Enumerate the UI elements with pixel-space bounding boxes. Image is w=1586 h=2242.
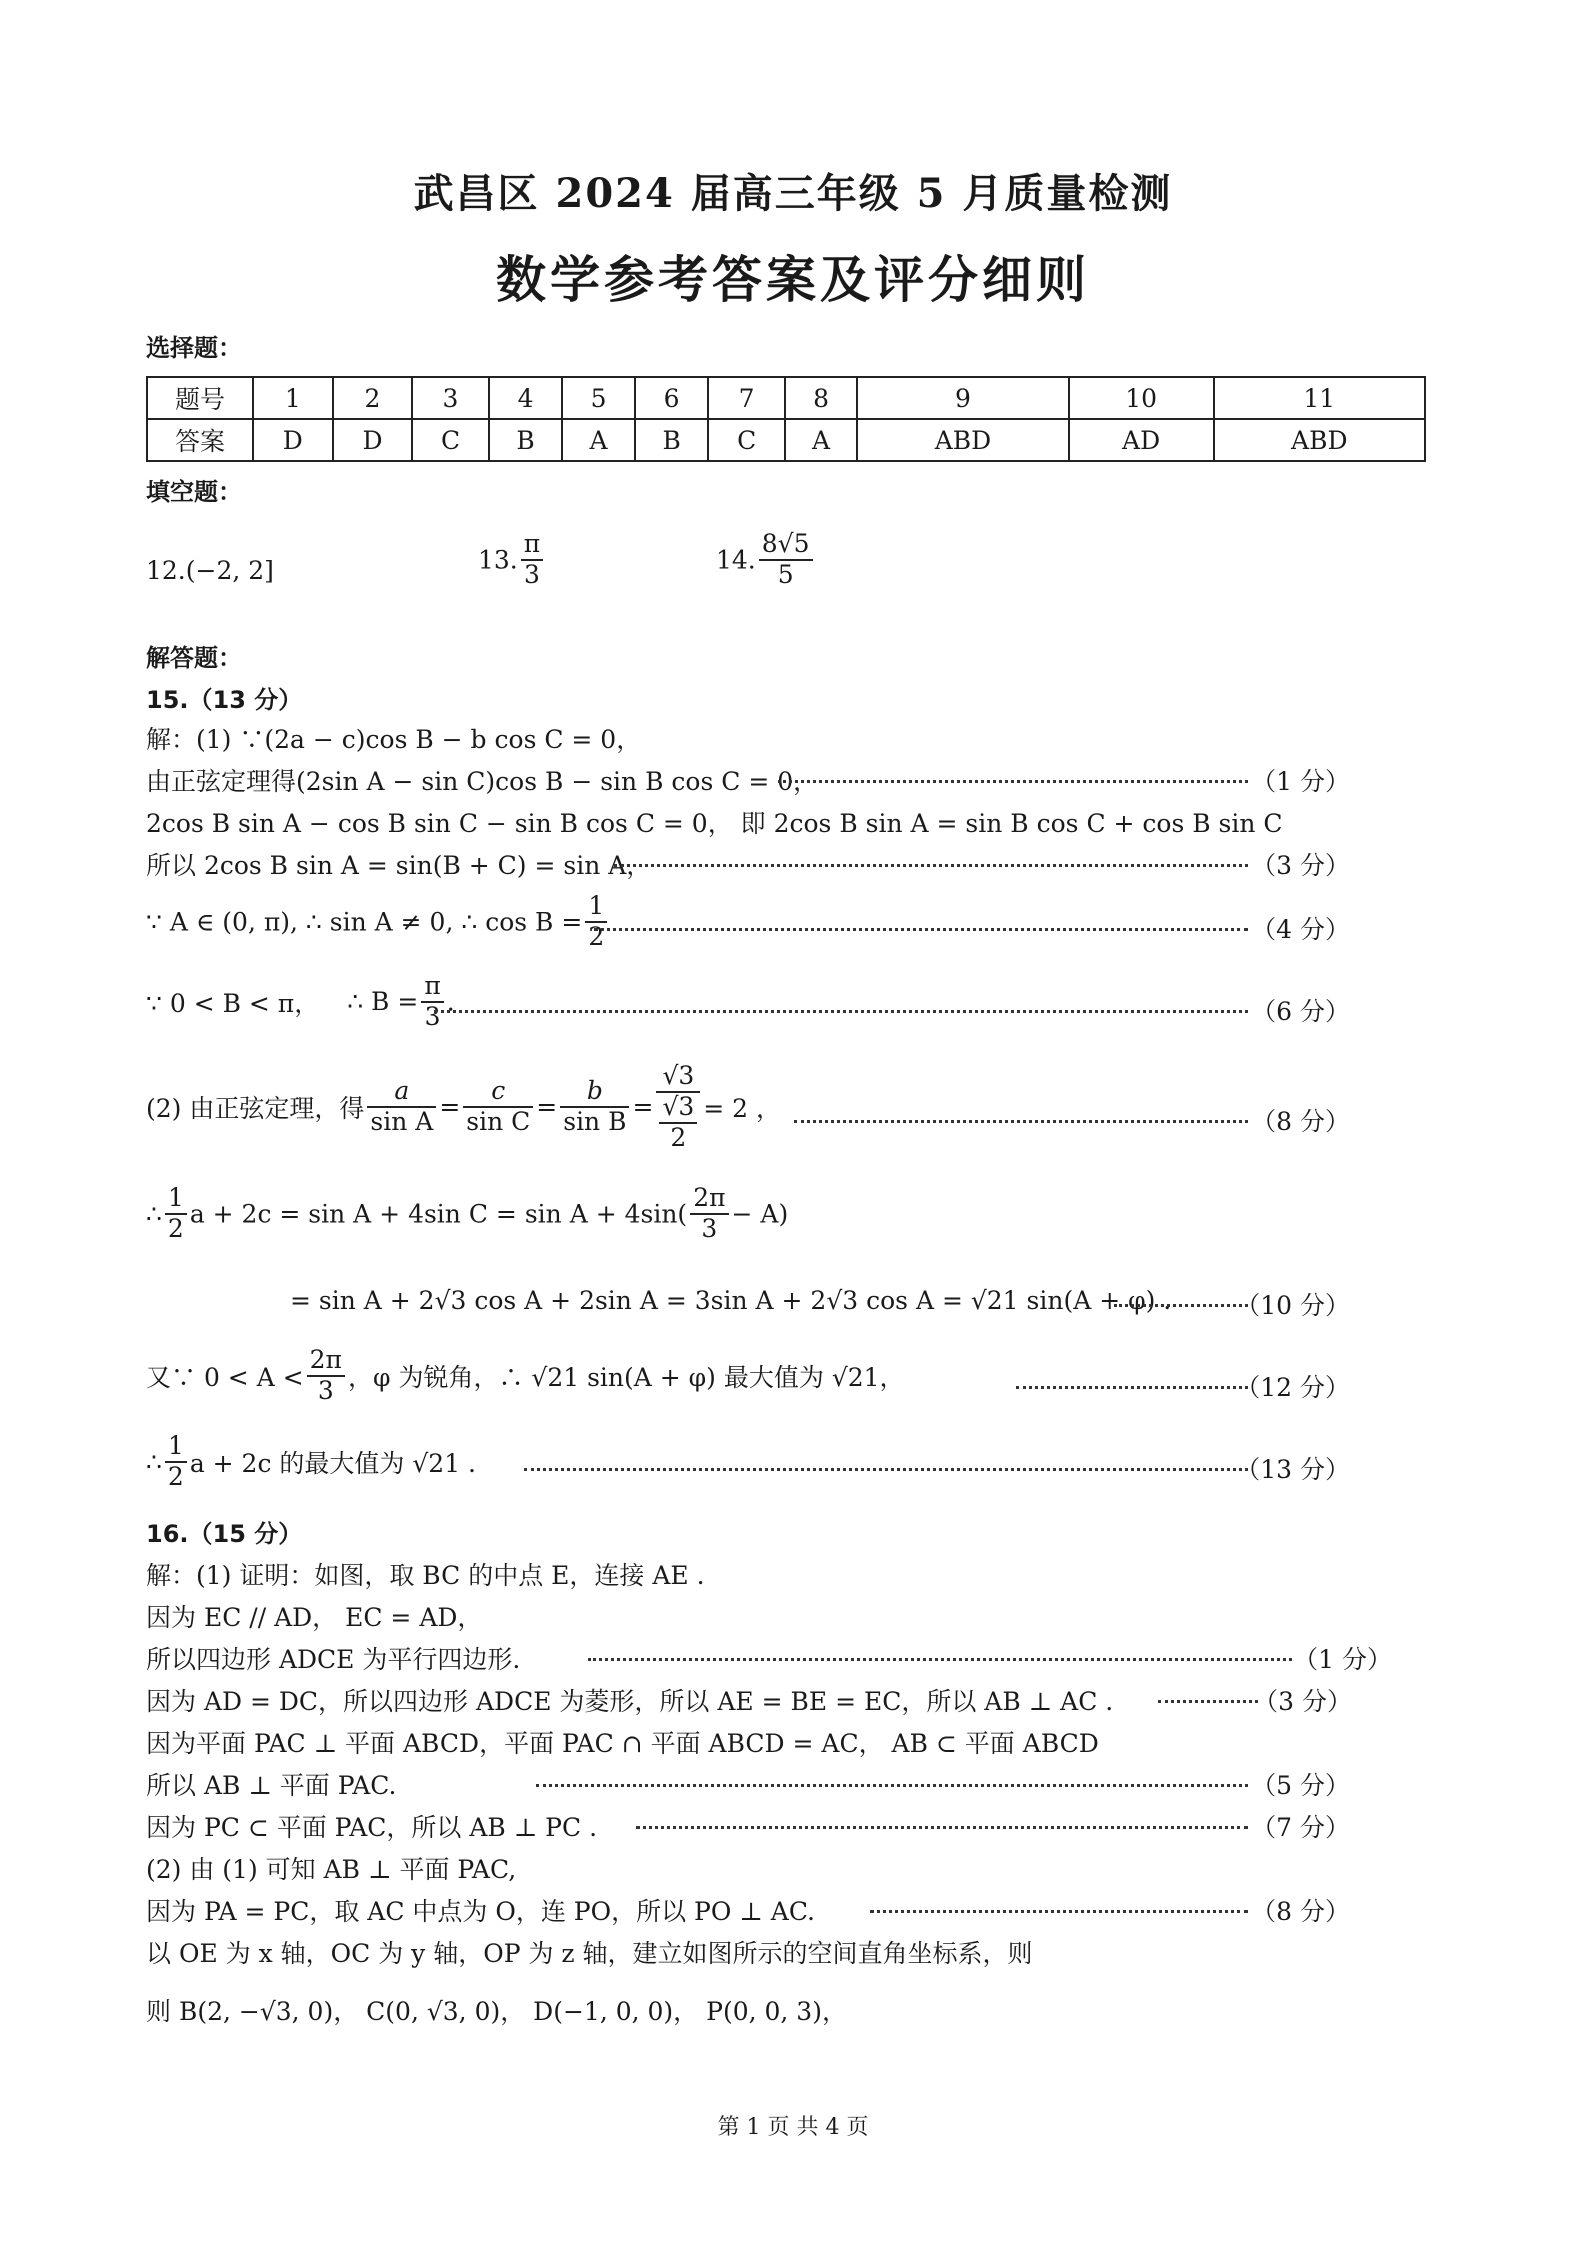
frac-numerator: 1 bbox=[585, 892, 607, 923]
q15-eq2: = 2 ， bbox=[703, 1094, 782, 1124]
score-mark: （4 分） bbox=[1251, 915, 1350, 944]
q15-line: = sin A + 2√3 cos A + 2sin A = 3sin A + 2√3 cos A = √21 sin(A + φ) . bbox=[290, 1286, 1172, 1315]
frac-numerator: π bbox=[421, 972, 443, 1003]
q15-expr-text: a + 2c = sin A + 4sin C = sin A + 4sin( bbox=[189, 1199, 688, 1229]
frac-numerator: 2π bbox=[307, 1346, 345, 1377]
dotted-leader bbox=[536, 1784, 1248, 1787]
table-cell: 9 bbox=[857, 377, 1068, 419]
q16-line: 所以 AB ⊥ 平面 PAC. bbox=[146, 1771, 397, 1800]
q15-line: 所以 2cos B sin A = sin(B + C) = sin A， bbox=[146, 851, 652, 880]
frac-denominator: sin B bbox=[563, 1107, 627, 1137]
q15-max-text-a: 又∵ 0 < A < bbox=[146, 1362, 304, 1392]
frac-denominator bbox=[656, 1093, 700, 1153]
table-cell: 10 bbox=[1069, 377, 1214, 419]
score-mark: （5 分） bbox=[1251, 1771, 1350, 1800]
frac-numerator: b bbox=[560, 1077, 629, 1108]
table-cell: C bbox=[708, 419, 784, 461]
table-row bbox=[147, 377, 1425, 419]
q16-line: 因为 AD = DC，所以四边形 ADCE 为菱形，所以 AE = BE = EC，所以 AB ⊥ AC . bbox=[146, 1687, 1114, 1716]
q13-numerator: π bbox=[521, 530, 543, 561]
table-cell: 1 bbox=[253, 377, 333, 419]
frac-numerator: a bbox=[367, 1077, 436, 1108]
q15-B-range: ∵ 0 < B < π， bbox=[146, 988, 320, 1018]
answer-table bbox=[146, 376, 1426, 462]
q15-B-label: ∴ B = bbox=[347, 987, 419, 1017]
q14-numerator: 8√5 bbox=[759, 530, 813, 561]
q13-denominator: 3 bbox=[524, 559, 540, 589]
dotted-leader bbox=[1114, 1304, 1248, 1307]
frac-denominator: 2 bbox=[670, 1122, 687, 1152]
score-mark: （13 分） bbox=[1235, 1455, 1350, 1484]
score-mark: （3 分） bbox=[1251, 851, 1350, 880]
q15-line-B: ∵ 0 < B < π， ∴ B = $\frac{\pi}{3}$ . bbox=[146, 971, 455, 1031]
q16-line: 因为 PA = PC，取 AC 中点为 O，连 PO，所以 PO ⊥ AC. bbox=[146, 1897, 816, 1926]
q15-line-sine-rule: (2) 由正弦定理，得 $\frac{a}{\text{sin A}}$ = $\frac{c}{\text{sin C}}$ = $\frac{b}{\text{sin B}}$ = $\frac{√3}{\frac{√3}{2}}$ = 2 ， bbox=[146, 1061, 782, 1152]
table-cell: A bbox=[785, 419, 857, 461]
dotted-leader bbox=[794, 1120, 1248, 1123]
frac-denominator: 3 bbox=[317, 1375, 334, 1405]
dotted-leader bbox=[594, 928, 1248, 931]
dotted-leader bbox=[870, 1910, 1248, 1913]
table-cell: 6 bbox=[635, 377, 709, 419]
table-cell: D bbox=[253, 419, 333, 461]
page-subtitle: 数学参考答案及评分细则 bbox=[496, 250, 1090, 309]
q15-line-max bbox=[146, 1346, 905, 1406]
q16-line: 以 OE 为 x 轴，OC 为 y 轴，OP 为 z 轴，建立如图所示的空间直角坐标系，则 bbox=[146, 1939, 1033, 1968]
table-cell: 3 bbox=[412, 377, 488, 419]
table-cell: C bbox=[412, 419, 488, 461]
section-label-solve: 解答题： bbox=[146, 644, 242, 672]
q14-denominator: 5 bbox=[777, 559, 794, 589]
table-head-number: 题号 bbox=[147, 377, 253, 419]
table-cell: ABD bbox=[1214, 419, 1425, 461]
table-cell: AD bbox=[1069, 419, 1214, 461]
q16-line: 因为平面 PAC ⊥ 平面 ABCD，平面 PAC ∩ 平面 ABCD = AC， AB ⊂ 平面 ABCD bbox=[146, 1729, 1099, 1758]
score-mark: （12 分） bbox=[1235, 1373, 1350, 1402]
frac-numerator: √3 bbox=[656, 1062, 700, 1093]
q16-line: 解：(1) 证明：如图，取 BC 的中点 E，连接 AE . bbox=[146, 1561, 705, 1590]
dotted-leader bbox=[1016, 1386, 1248, 1389]
table-cell: 5 bbox=[562, 377, 634, 419]
score-mark: （7 分） bbox=[1251, 1813, 1350, 1842]
section-label-mc: 选择题： bbox=[146, 334, 242, 362]
q16-line: 因为 PC ⊂ 平面 PAC，所以 AB ⊥ PC . bbox=[146, 1813, 598, 1842]
q16-line: (2) 由 (1) 可知 AB ⊥ 平面 PAC, bbox=[146, 1855, 517, 1884]
q16-line: 则 B(2, −√3, 0)， C(0, √3, 0)， D(−1, 0, 0)， P(0, 0, 3)， bbox=[146, 1997, 847, 2026]
section-label-fill: 填空题： bbox=[146, 478, 242, 506]
table-cell: B bbox=[489, 419, 563, 461]
answer-q12: 12.(−2, 2] bbox=[146, 556, 274, 585]
answer-q14 bbox=[716, 530, 816, 590]
frac-denominator: 2 bbox=[167, 1213, 184, 1243]
frac-denominator: 3 bbox=[424, 1001, 441, 1031]
frac-denominator: 3 bbox=[701, 1213, 718, 1243]
table-row bbox=[147, 419, 1425, 461]
frac-denominator: sin C bbox=[466, 1107, 531, 1137]
q15-part2-text: (2) 由正弦定理，得 bbox=[146, 1094, 365, 1124]
dotted-leader bbox=[614, 864, 1248, 867]
dotted-leader bbox=[1158, 1700, 1258, 1703]
table-cell: 2 bbox=[333, 377, 413, 419]
score-mark: （1 分） bbox=[1293, 1645, 1392, 1674]
q16-line: 所以四边形 ADCE 为平行四边形. bbox=[146, 1645, 521, 1674]
q15-line: 2cos B sin A − cos B sin C − sin B cos C = 0， 即 2cos B sin A = sin B cos C + cos B sin C bbox=[146, 809, 1283, 838]
q15-heading: 15.（13 分） bbox=[146, 686, 303, 714]
score-mark: （3 分） bbox=[1253, 1687, 1352, 1716]
page-footer: 第 1 页 共 4 页 bbox=[717, 2115, 869, 2140]
q15-line-cosB bbox=[146, 892, 610, 952]
q15-line-final bbox=[146, 1432, 476, 1492]
answer-q13 bbox=[478, 530, 546, 590]
table-cell: B bbox=[635, 419, 709, 461]
frac-numerator: √3 bbox=[659, 1093, 697, 1124]
dotted-leader bbox=[778, 780, 1248, 783]
table-cell: 4 bbox=[489, 377, 563, 419]
frac-numerator: c bbox=[463, 1077, 533, 1108]
dotted-leader bbox=[434, 1010, 1248, 1013]
score-mark: （8 分） bbox=[1251, 1107, 1350, 1136]
frac-numerator: 2π bbox=[690, 1184, 728, 1215]
page-title: 武昌区 2024 届高三年级 5 月质量检测 bbox=[413, 170, 1173, 217]
dotted-leader bbox=[636, 1826, 1248, 1829]
therefore-symbol: ∴ bbox=[146, 1447, 162, 1477]
frac-numerator: 1 bbox=[165, 1432, 187, 1463]
q15-line: 由正弦定理得(2sin A − sin C)cos B − sin B cos C = 0， bbox=[146, 767, 819, 796]
table-cell: 11 bbox=[1214, 377, 1425, 419]
q13-prefix: 13. bbox=[478, 545, 518, 575]
dotted-leader bbox=[524, 1468, 1248, 1471]
table-cell: D bbox=[333, 419, 413, 461]
q15-line-expr bbox=[146, 1184, 788, 1244]
q16-line: 因为 EC // AD， EC = AD， bbox=[146, 1603, 483, 1632]
frac-denominator: 2 bbox=[167, 1461, 184, 1491]
score-mark: （8 分） bbox=[1251, 1897, 1350, 1926]
q15-max-text-b: ，φ 为锐角，∴ √21 sin(A + φ) 最大值为 √21， bbox=[348, 1362, 905, 1392]
table-cell: ABD bbox=[857, 419, 1068, 461]
q15-final-text: a + 2c 的最大值为 √21 . bbox=[189, 1448, 476, 1478]
score-mark: （10 分） bbox=[1235, 1291, 1350, 1320]
q15-cosB-text: ∵ A ∈ (0, π), ∴ sin A ≠ 0, ∴ cos B = bbox=[146, 907, 583, 937]
q15-expr-tail: − A) bbox=[731, 1199, 789, 1229]
score-mark: （6 分） bbox=[1251, 997, 1350, 1026]
table-cell: 7 bbox=[708, 377, 784, 419]
frac-denominator: sin A bbox=[370, 1107, 434, 1137]
q15-line: 解：(1) ∵(2a − c)cos B − b cos C = 0， bbox=[146, 725, 642, 754]
frac-denominator: 2 bbox=[588, 921, 605, 951]
frac-numerator: 1 bbox=[165, 1184, 187, 1215]
score-mark: （1 分） bbox=[1251, 767, 1350, 796]
q16-heading: 16.（15 分） bbox=[146, 1520, 303, 1548]
q14-prefix: 14. bbox=[716, 545, 756, 575]
table-cell: A bbox=[562, 419, 634, 461]
table-head-answer: 答案 bbox=[147, 419, 253, 461]
table-cell: 8 bbox=[785, 377, 857, 419]
therefore-symbol: ∴ bbox=[146, 1199, 162, 1229]
dotted-leader bbox=[588, 1658, 1292, 1661]
